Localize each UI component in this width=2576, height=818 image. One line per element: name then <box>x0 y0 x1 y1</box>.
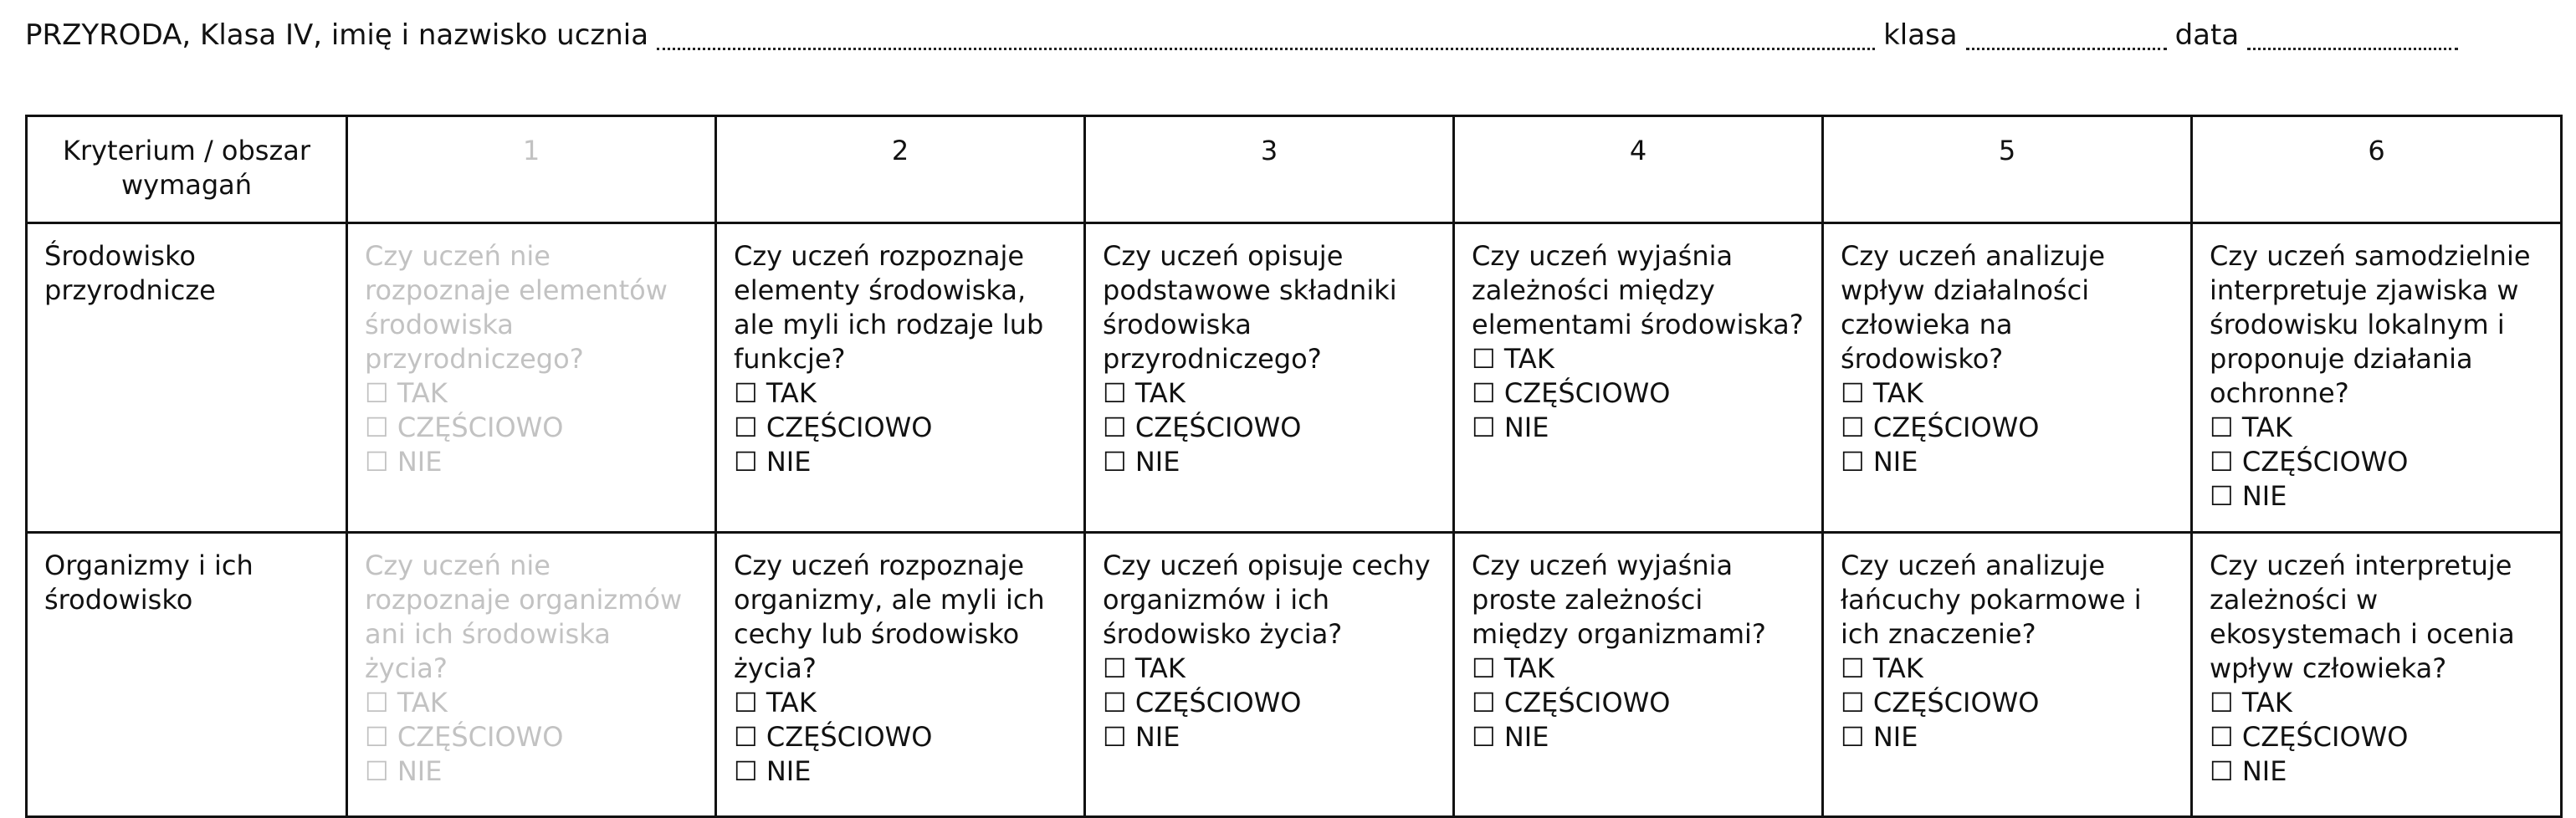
option-czesciowo[interactable] <box>734 411 1067 445</box>
level-header-6: 6 <box>2192 116 2562 223</box>
class-label: klasa <box>1883 18 1958 52</box>
criterion-row-organizmy-i-ich-srodowisko <box>27 533 2562 817</box>
level-3-cell <box>1085 533 1454 817</box>
option-czesciowo[interactable] <box>365 411 698 445</box>
option-label: CZĘŚCIOWO <box>766 412 933 443</box>
option-label: TAK <box>2241 687 2292 718</box>
checkbox-icon[interactable]: ☐ <box>2210 412 2234 443</box>
question-text: Czy uczeń opisuje cechy organizmów i ich środowisko życia? <box>1103 550 1431 650</box>
option-label: TAK <box>1872 652 1923 684</box>
option-czesciowo[interactable] <box>734 720 1067 754</box>
option-tak[interactable] <box>1103 652 1436 686</box>
level-header-2: 2 <box>716 116 1085 223</box>
option-czesciowo[interactable] <box>1841 411 2174 445</box>
class-field[interactable] <box>1966 19 2167 50</box>
checkbox-icon[interactable]: ☐ <box>1841 377 1865 409</box>
option-label: NIE <box>1872 721 1918 753</box>
option-label: TAK <box>397 687 448 718</box>
checkbox-icon[interactable]: ☐ <box>734 755 758 787</box>
date-label: data <box>2174 18 2240 52</box>
option-tak[interactable] <box>1841 652 2174 686</box>
option-label: NIE <box>2241 480 2287 512</box>
level-header-4: 4 <box>1454 116 1823 223</box>
option-label: CZĘŚCIOWO <box>1134 687 1302 718</box>
checkbox-icon[interactable]: ☐ <box>1841 412 1865 443</box>
option-nie[interactable] <box>1472 720 1805 754</box>
checkbox-icon[interactable]: ☐ <box>1841 687 1865 718</box>
level-4-cell <box>1454 223 1823 533</box>
option-nie[interactable] <box>1472 411 1805 445</box>
level-header-5: 5 <box>1823 116 2192 223</box>
level-4-cell <box>1454 533 1823 817</box>
checkbox-icon[interactable]: ☐ <box>734 721 758 753</box>
option-label: NIE <box>766 755 812 787</box>
criterion-label: Organizmy i ich środowisko <box>27 533 347 817</box>
option-label: CZĘŚCIOWO <box>1134 412 1302 443</box>
subject-and-name-label: PRZYRODA, Klasa IV, imię i nazwisko ucznia <box>25 18 649 52</box>
option-label: NIE <box>1134 446 1180 478</box>
question-text: Czy uczeń rozpoznaje organizmy, ale myli ich cechy lub środowisko życia? <box>734 550 1045 684</box>
checkbox-icon[interactable]: ☐ <box>734 377 758 409</box>
level-1-cell <box>347 223 716 533</box>
checkbox-icon[interactable]: ☐ <box>1472 687 1496 718</box>
option-tak[interactable] <box>2210 411 2543 445</box>
question-text: Czy uczeń interpretuje zależności w ekosystemach i ocenia wpływ człowieka? <box>2210 550 2515 684</box>
level-6-cell <box>2192 533 2562 817</box>
option-label: NIE <box>766 446 812 478</box>
option-label: CZĘŚCIOWO <box>2241 721 2409 753</box>
question-text: Czy uczeń wyjaśnia proste zależności między organizmami? <box>1472 550 1766 650</box>
checkbox-icon[interactable]: ☐ <box>2210 446 2234 478</box>
checkbox-icon[interactable]: ☐ <box>2210 755 2234 787</box>
checkbox-icon[interactable]: ☐ <box>1103 721 1127 753</box>
option-label: NIE <box>1134 721 1180 753</box>
option-tak[interactable] <box>1103 376 1436 411</box>
option-tak[interactable] <box>734 376 1067 411</box>
checkbox-icon[interactable]: ☐ <box>1472 412 1496 443</box>
level-3-cell <box>1085 223 1454 533</box>
criterion-row-srodowisko-przyrodnicze <box>27 223 2562 533</box>
checkbox-icon[interactable]: ☐ <box>1841 721 1865 753</box>
option-label: CZĘŚCIOWO <box>1503 377 1671 409</box>
option-nie[interactable] <box>1841 445 2174 479</box>
question-text: Czy uczeń wyjaśnia zależności między elementami środowiska? <box>1472 240 1804 340</box>
level-1-cell <box>347 533 716 817</box>
student-name-field[interactable] <box>657 19 1875 50</box>
option-label: TAK <box>766 687 817 718</box>
option-tak[interactable] <box>365 686 698 720</box>
option-label: CZĘŚCIOWO <box>2241 446 2409 478</box>
question-text: Czy uczeń samodzielnie interpretuje zjawiska w środowisku lokalnym i proponuje działania ochronne? <box>2210 240 2531 409</box>
option-nie[interactable] <box>1103 720 1436 754</box>
option-czesciowo[interactable] <box>2210 445 2543 479</box>
checkbox-icon[interactable]: ☐ <box>1841 652 1865 684</box>
option-label: NIE <box>397 446 443 478</box>
checkbox-icon[interactable]: ☐ <box>365 755 389 787</box>
option-nie[interactable] <box>734 754 1067 789</box>
option-label: TAK <box>766 377 817 409</box>
option-label: NIE <box>1503 721 1549 753</box>
option-tak[interactable] <box>1472 652 1805 686</box>
option-czesciowo[interactable] <box>2210 720 2543 754</box>
option-tak[interactable] <box>1841 376 2174 411</box>
checkbox-icon[interactable]: ☐ <box>1103 687 1127 718</box>
option-label: CZĘŚCIOWO <box>397 721 564 753</box>
criterion-label: Środowisko przyrodnicze <box>27 223 347 533</box>
option-czesciowo[interactable] <box>365 720 698 754</box>
option-czesciowo[interactable] <box>1103 411 1436 445</box>
option-nie[interactable] <box>1841 720 2174 754</box>
option-label: CZĘŚCIOWO <box>397 412 564 443</box>
question-text: Czy uczeń nie rozpoznaje organizmów ani ich środowiska życia? <box>365 550 683 684</box>
level-2-cell <box>716 223 1085 533</box>
option-label: TAK <box>1872 377 1923 409</box>
header-row <box>27 116 2562 223</box>
level-header-1: 1 <box>347 116 716 223</box>
option-tak[interactable] <box>2210 686 2543 720</box>
checkbox-icon[interactable]: ☐ <box>1472 721 1496 753</box>
question-text: Czy uczeń rozpoznaje elementy środowiska, ale myli ich rodzaje lub funkcje? <box>734 240 1044 375</box>
level-5-cell <box>1823 223 2192 533</box>
option-label: NIE <box>397 755 443 787</box>
date-field[interactable] <box>2247 19 2458 50</box>
level-header-3: 3 <box>1085 116 1454 223</box>
level-6-cell <box>2192 223 2562 533</box>
checkbox-icon[interactable]: ☐ <box>365 377 389 409</box>
checkbox-icon[interactable]: ☐ <box>1103 652 1127 684</box>
checkbox-icon[interactable]: ☐ <box>1841 446 1865 478</box>
checkbox-icon[interactable]: ☐ <box>734 446 758 478</box>
checkbox-icon[interactable]: ☐ <box>2210 687 2234 718</box>
option-czesciowo[interactable] <box>1841 686 2174 720</box>
option-label: CZĘŚCIOWO <box>1872 687 2040 718</box>
checkbox-icon[interactable]: ☐ <box>365 412 389 443</box>
checkbox-icon[interactable]: ☐ <box>365 687 389 718</box>
option-tak[interactable] <box>1472 342 1805 376</box>
option-label: TAK <box>2241 412 2292 443</box>
option-label: NIE <box>2241 755 2287 787</box>
checkbox-icon[interactable]: ☐ <box>1472 343 1496 375</box>
question-text: Czy uczeń analizuje łańcuchy pokarmowe i ich znaczenie? <box>1841 550 2142 650</box>
option-label: NIE <box>1503 412 1549 443</box>
option-nie[interactable] <box>365 754 698 789</box>
option-label: TAK <box>1134 377 1186 409</box>
option-label: CZĘŚCIOWO <box>1503 687 1671 718</box>
worksheet-header <box>25 15 2543 55</box>
option-label: TAK <box>1503 652 1554 684</box>
option-label: TAK <box>397 377 448 409</box>
option-nie[interactable] <box>365 445 698 479</box>
option-label: CZĘŚCIOWO <box>766 721 933 753</box>
option-nie[interactable] <box>2210 479 2543 514</box>
option-nie[interactable] <box>2210 754 2543 789</box>
checkbox-icon[interactable]: ☐ <box>734 412 758 443</box>
level-5-cell <box>1823 533 2192 817</box>
checkbox-icon[interactable]: ☐ <box>2210 480 2234 512</box>
assessment-table <box>25 115 2563 818</box>
option-label: TAK <box>1134 652 1186 684</box>
checkbox-icon[interactable]: ☐ <box>1103 377 1127 409</box>
option-label: TAK <box>1503 343 1554 375</box>
option-label: CZĘŚCIOWO <box>1872 412 2040 443</box>
checkbox-icon[interactable]: ☐ <box>1472 652 1496 684</box>
checkbox-icon[interactable]: ☐ <box>365 721 389 753</box>
checkbox-icon[interactable]: ☐ <box>1103 412 1127 443</box>
option-nie[interactable] <box>734 445 1067 479</box>
checkbox-icon[interactable]: ☐ <box>734 687 758 718</box>
option-tak[interactable] <box>734 686 1067 720</box>
option-label: NIE <box>1872 446 1918 478</box>
option-nie[interactable] <box>1103 445 1436 479</box>
option-czesciowo[interactable] <box>1472 686 1805 720</box>
option-czesciowo[interactable] <box>1103 686 1436 720</box>
question-text: Czy uczeń opisuje podstawowe składniki środowiska przyrodniczego? <box>1103 240 1397 375</box>
checkbox-icon[interactable]: ☐ <box>1472 377 1496 409</box>
option-czesciowo[interactable] <box>1472 376 1805 411</box>
question-text: Czy uczeń analizuje wpływ działalności człowieka na środowisko? <box>1841 240 2105 375</box>
level-2-cell <box>716 533 1085 817</box>
checkbox-icon[interactable]: ☐ <box>2210 721 2234 753</box>
checkbox-icon[interactable]: ☐ <box>1103 446 1127 478</box>
corner-header: Kryterium / obszar wymagań <box>27 116 347 223</box>
option-tak[interactable] <box>365 376 698 411</box>
checkbox-icon[interactable]: ☐ <box>365 446 389 478</box>
question-text: Czy uczeń nie rozpoznaje elementów środowiska przyrodniczego? <box>365 240 668 375</box>
